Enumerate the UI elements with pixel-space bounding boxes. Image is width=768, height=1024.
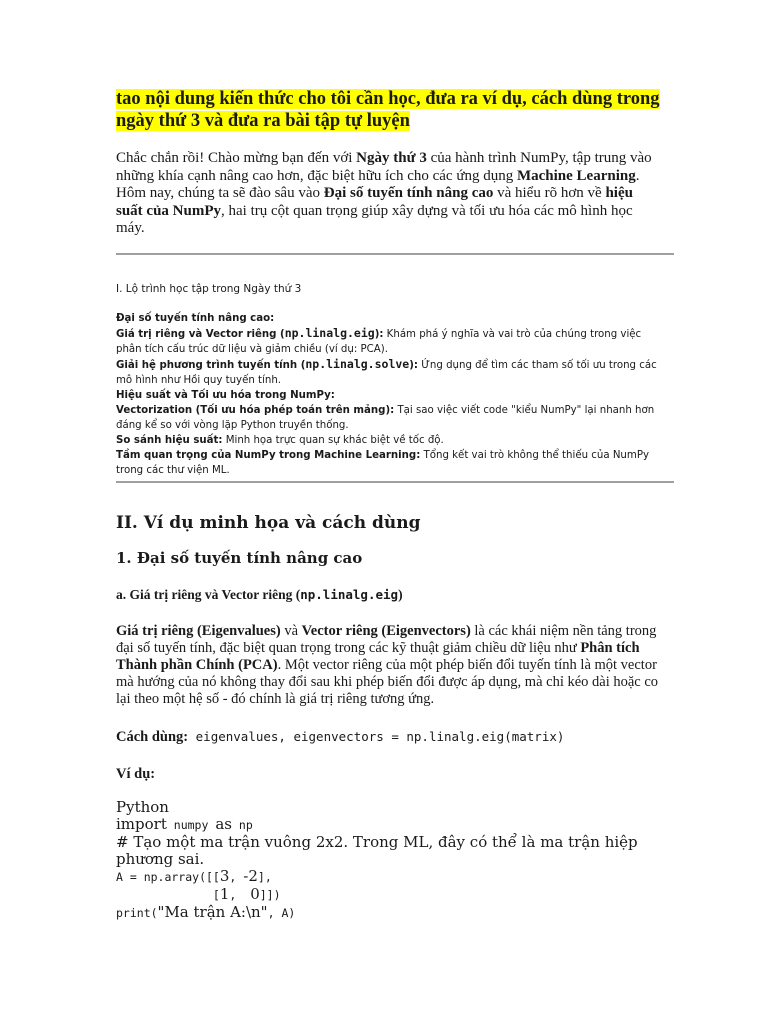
roadmap-item-text: Tổng kết vai trò không thể thiếu của NumPy trong các thư viện ML. xyxy=(116,449,649,476)
code-number: 0 xyxy=(250,884,260,903)
code-number: -2 xyxy=(243,866,258,885)
code-token: np xyxy=(231,817,253,832)
code-number: 3 xyxy=(219,866,230,885)
code-comment: # Tạo một ma trận vuông 2x2. Trong ML, đây có thể là ma trận hiệp phương sai. xyxy=(116,832,638,868)
intro-bold: Đại số tuyến tính nâng cao xyxy=(323,185,494,201)
roadmap-section-label: Hiệu suất và Tối ưu hóa trong NumPy: xyxy=(116,389,335,401)
intro-bold: Machine Learning xyxy=(516,167,636,184)
roadmap-item-label: So sánh hiệu suất: xyxy=(116,434,223,446)
example-label: Ví dụ: xyxy=(116,765,156,782)
intro-bold: hiệu suất của NumPy xyxy=(116,185,633,219)
usage-label: Cách dùng: xyxy=(116,728,189,745)
roadmap-item-label: Giá trị riêng và Vector riêng ( xyxy=(116,328,285,340)
code-line xyxy=(116,904,676,922)
code-language-label: Python xyxy=(116,797,169,816)
intro-text: Chắc chắn rồi! Chào mừng bạn đến với xyxy=(116,150,357,166)
intro-text: của hành trình NumPy, tập trung vào những khía cạnh nâng cao hơn, đặc biệt hữu ích cho các ứng dụng xyxy=(116,150,652,184)
roadmap-item xyxy=(116,326,661,357)
roadmap-item xyxy=(116,433,661,448)
term-bold: Vector riêng (Eigenvectors) xyxy=(301,622,471,639)
roadmap-item-label: Giải hệ phương trình tuyến tính ( xyxy=(116,359,306,371)
body-text: và xyxy=(280,622,302,639)
heading-code: np.linalg.eig xyxy=(300,586,399,602)
code-token: , xyxy=(229,869,244,884)
section-heading: II. Ví dụ minh họa và cách dùng xyxy=(116,512,421,533)
roadmap-section xyxy=(116,311,661,326)
term-bold: Giá trị riêng (Eigenvalues) xyxy=(116,622,281,639)
roadmap-list xyxy=(116,311,661,478)
code-token: print( xyxy=(116,905,158,920)
roadmap-item-label: ): xyxy=(409,359,418,371)
intro-paragraph xyxy=(116,150,661,238)
code-token: A = np.array([[ xyxy=(116,869,220,884)
code-line xyxy=(116,886,676,904)
roadmap-item-label: ): xyxy=(374,328,384,340)
document-page xyxy=(116,88,676,922)
roadmap-item xyxy=(116,357,661,388)
divider xyxy=(116,481,674,483)
sub-subsection-heading xyxy=(116,587,676,603)
code-token: , xyxy=(229,887,251,902)
page-title xyxy=(116,88,676,132)
code-block xyxy=(116,799,676,922)
code-token: numpy xyxy=(166,817,216,832)
intro-text: . Hôm nay, chúng ta sẽ đào sâu vào xyxy=(116,167,640,201)
roadmap-item-text: Minh họa trực quan sự khác biệt về tốc độ. xyxy=(222,434,444,446)
subsection-heading: 1. Đại số tuyến tính nâng cao xyxy=(116,548,363,567)
intro-text: và hiểu rõ hơn về xyxy=(493,185,606,201)
roadmap-heading: I. Lộ trình học tập trong Ngày thứ 3 xyxy=(116,282,302,295)
code-number: 1 xyxy=(219,884,230,903)
roadmap-item xyxy=(116,448,661,478)
term-bold: Phân tích Thành phần Chính (PCA) xyxy=(116,639,640,673)
roadmap-item-text: Tại sao việc viết code "kiểu NumPy" lại nhanh hơn đáng kể so với vòng lặp Python truyền thống. xyxy=(116,404,655,431)
code-keyword: as xyxy=(215,814,232,833)
code-line xyxy=(116,816,676,834)
roadmap-item-text: Khám phá ý nghĩa và vai trò của chúng trong việc phân tích cấu trúc dữ liệu và giảm chiều (ví dụ: PCA). xyxy=(116,328,642,355)
roadmap-item-code: np.linalg.eig xyxy=(284,325,375,340)
body-text: . Một vector riêng của một phép biến đổi tuyến tính là một vector mà hướng của nó không thay đổi sau khi phép biến đổi được áp dụng, mà chỉ kéo dài hoặc co lại theo một hệ số - đó chính là giá trị riêng tương ứng. xyxy=(116,656,659,707)
eigen-paragraph xyxy=(116,623,661,708)
intro-text: , hai trụ cột quan trọng giúp xây dựng và tối ưu hóa các mô hình học máy. xyxy=(116,202,633,236)
roadmap-item xyxy=(116,403,661,433)
code-token: ], xyxy=(257,869,272,884)
usage-code: eigenvalues, eigenvectors = np.linalg.eig(matrix) xyxy=(188,728,565,744)
code-token: , A) xyxy=(267,905,296,920)
code-token: ]]) xyxy=(259,887,281,902)
roadmap-section-label: Đại số tuyến tính nâng cao: xyxy=(116,312,275,324)
roadmap-item-code: np.linalg.solve xyxy=(305,356,410,371)
roadmap-item-label: Vectorization (Tối ưu hóa phép toán trên mảng): xyxy=(116,404,395,416)
usage-line xyxy=(116,728,676,746)
intro-bold: Ngày thứ 3 xyxy=(356,150,427,166)
roadmap-section xyxy=(116,388,661,403)
body-text: là các khái niệm nền tảng trong đại số tuyến tính, đặc biệt quan trọng trong các kỹ thuật giảm chiều dữ liệu như xyxy=(116,622,657,656)
title-highlight: tao nội dung kiến thức cho tôi cần học, đưa ra ví dụ, cách dùng trong ngày thứ 3 và đưa ra bài tập tự luyện xyxy=(116,89,660,131)
code-keyword: import xyxy=(116,814,167,833)
divider xyxy=(116,253,674,255)
roadmap-item-text: Ứng dụng để tìm các tham số tối ưu trong các mô hình như Hồi quy tuyến tính. xyxy=(116,359,657,386)
code-string: "Ma trận A:\n" xyxy=(157,902,268,921)
roadmap-item-label: Tầm quan trọng của NumPy trong Machine Learning: xyxy=(116,449,421,461)
heading-text: a. Giá trị riêng và Vector riêng ( xyxy=(116,586,301,602)
code-line xyxy=(116,868,676,886)
code-token: [ xyxy=(116,887,220,902)
heading-text: ) xyxy=(398,586,403,602)
